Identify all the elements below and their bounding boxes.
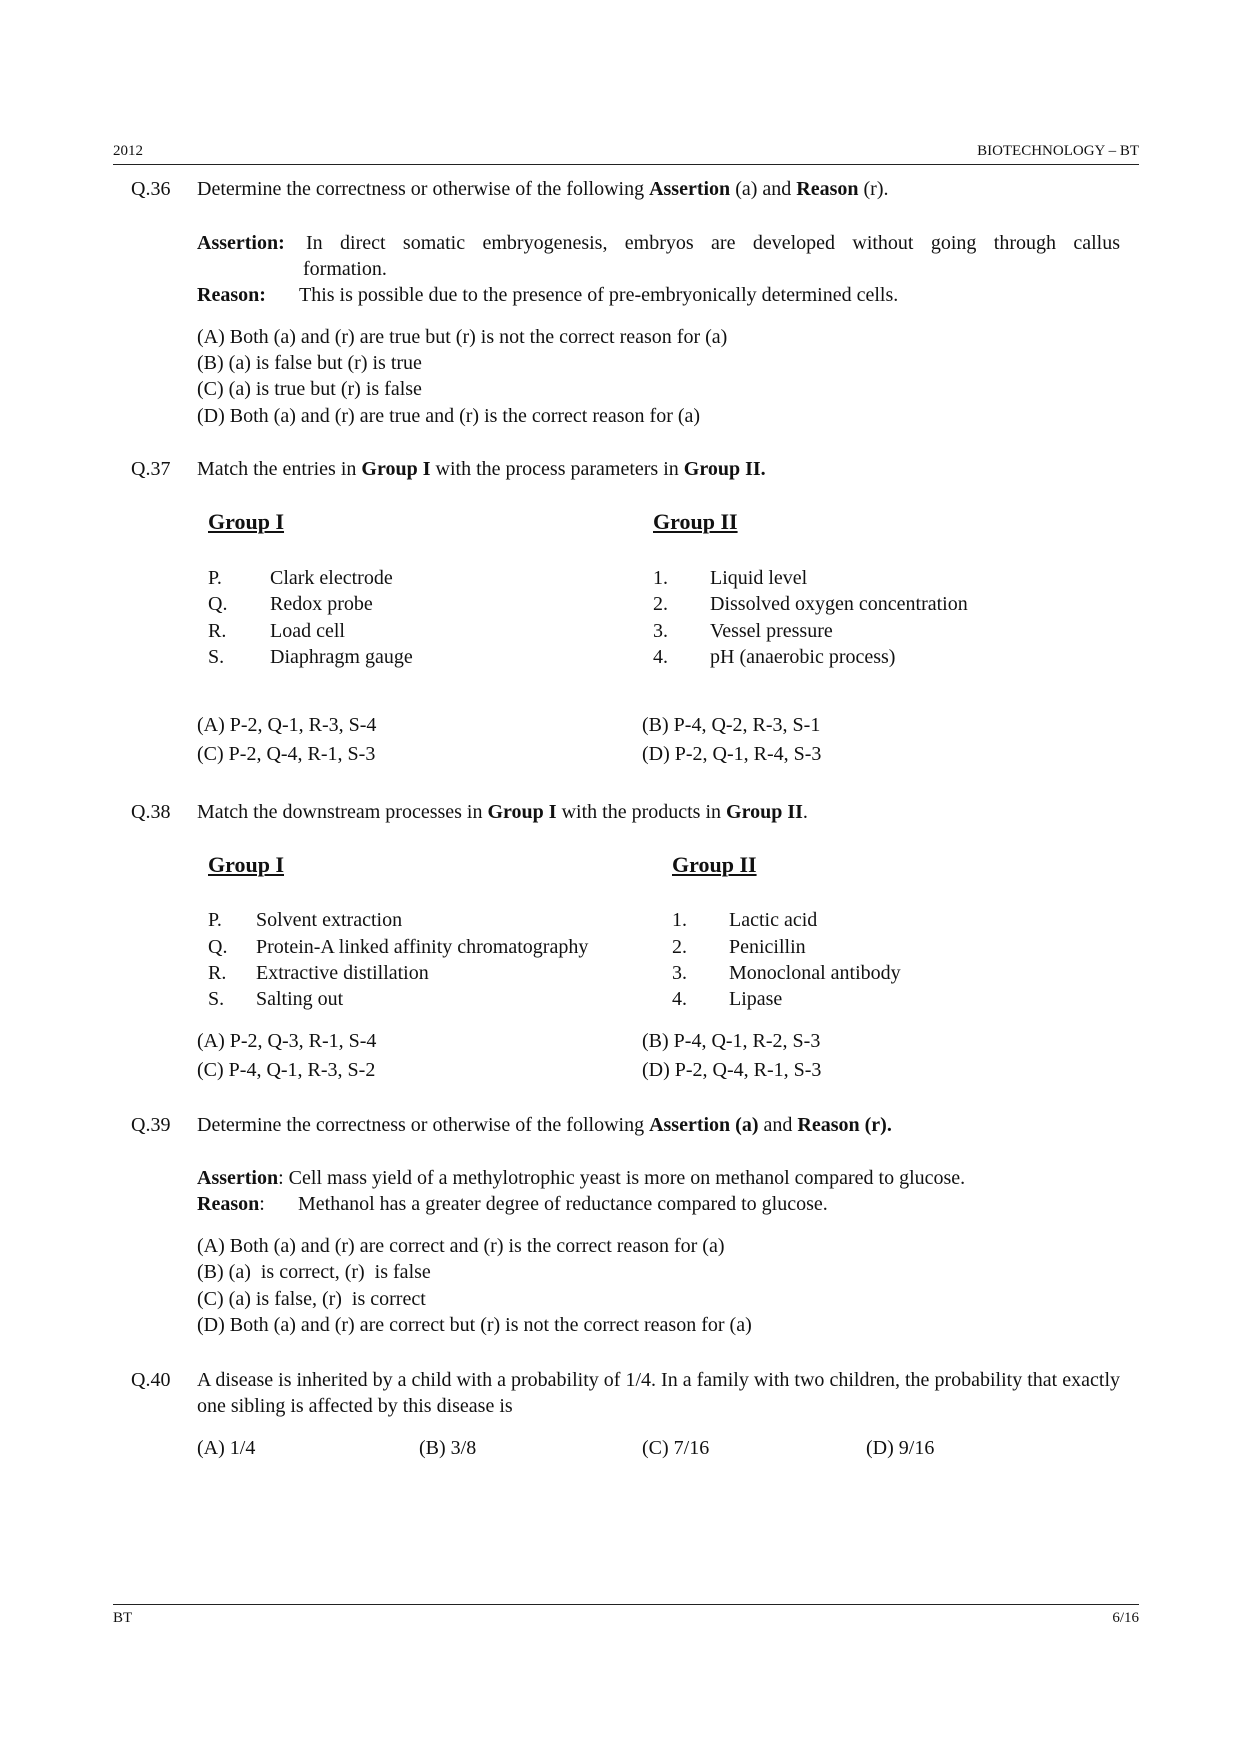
q38-g2-key-3: 3. — [672, 962, 687, 984]
q38-option-a: (A) P-2, Q-3, R-1, S-4 — [197, 1030, 377, 1052]
q37-g2-key-1: 1. — [653, 567, 668, 589]
q37-g2-text-1: Liquid level — [710, 567, 808, 589]
q38-g2-text-2: Penicillin — [729, 936, 806, 958]
q38-option-d: (D) P-2, Q-4, R-1, S-3 — [642, 1059, 822, 1081]
q37-option-b: (B) P-4, Q-2, R-3, S-1 — [642, 714, 821, 736]
q38-g1-text-p: Solvent extraction — [256, 909, 403, 931]
q38-g2-key-4: 4. — [672, 988, 687, 1010]
q38-g1-text-q: Protein-A linked affinity chromatography — [256, 936, 589, 958]
q40-option-a: (A) 1/4 — [197, 1437, 256, 1459]
q37-group2-title: Group II — [653, 509, 738, 534]
q38-group2-title: Group II — [672, 852, 757, 877]
q38-option-b: (B) P-4, Q-1, R-2, S-3 — [642, 1030, 821, 1052]
q40-number: Q.40 — [131, 1369, 171, 1391]
q37-g2-text-3: Vessel pressure — [710, 620, 833, 642]
q37-option-a: (A) P-2, Q-1, R-3, S-4 — [197, 714, 377, 736]
q37-g2-text-4: pH (anaerobic process) — [710, 646, 896, 668]
q37-g1-key-s: S. — [208, 646, 225, 668]
q39-option-b: (B) (a) is correct, (r) is false — [197, 1261, 431, 1283]
q38-g2-text-1: Lactic acid — [729, 909, 818, 931]
q37-g2-key-4: 4. — [653, 646, 668, 668]
q37-option-c: (C) P-2, Q-4, R-1, S-3 — [197, 743, 376, 765]
q38-g2-key-2: 2. — [672, 936, 687, 958]
q36-option-a: (A) Both (a) and (r) are true but (r) is not the correct reason for (a) — [197, 326, 728, 348]
q38-number: Q.38 — [131, 801, 171, 823]
q36-reason-text: This is possible due to the presence of pre-embryonically determined cells. — [299, 284, 899, 306]
q40-stem: A disease is inherited by a child with a probability of 1/4. In a family with two children, the probability that exactly one sibling is affected by this disease is — [197, 1369, 1120, 1417]
q37-group1-title: Group I — [208, 509, 285, 534]
q38-option-c: (C) P-4, Q-1, R-3, S-2 — [197, 1059, 376, 1081]
q37-option-d: (D) P-2, Q-1, R-4, S-3 — [642, 743, 822, 765]
q37-g1-text-s: Diaphragm gauge — [270, 646, 413, 668]
q36-option-d: (D) Both (a) and (r) are true and (r) is the correct reason for (a) — [197, 405, 701, 427]
q37-g2-key-3: 3. — [653, 620, 668, 642]
q36-assertion-label: Assertion: — [197, 232, 285, 254]
q36-assertion-text: In direct somatic embryogenesis, embryos are developed without going through callus — [306, 232, 1120, 254]
q38-g2-text-3: Monoclonal antibody — [729, 962, 901, 984]
header-rule — [113, 164, 1139, 165]
q39-option-a: (A) Both (a) and (r) are correct and (r) is the correct reason for (a) — [197, 1235, 725, 1257]
q36-assertion-text-cont: formation. — [303, 258, 387, 280]
q38-g1-text-r: Extractive distillation — [256, 962, 429, 984]
q37-g1-key-q: Q. — [208, 593, 228, 615]
q38-group1-title: Group I — [208, 852, 285, 877]
q38-g1-key-q: Q. — [208, 936, 228, 958]
q38-g1-key-r: R. — [208, 962, 227, 984]
q37-g2-key-2: 2. — [653, 593, 668, 615]
q39-reason-text: Methanol has a greater degree of reductance compared to glucose. — [298, 1193, 828, 1215]
q37-number: Q.37 — [131, 458, 171, 480]
q39-option-d: (D) Both (a) and (r) are correct but (r) is not the correct reason for (a) — [197, 1314, 752, 1336]
q37-g1-key-p: P. — [208, 567, 222, 589]
page-number: 6/16 — [1112, 1610, 1139, 1626]
q38-stem: Match the downstream processes in Group I with the products in Group II. — [197, 801, 808, 823]
q37-g1-text-q: Redox probe — [270, 593, 373, 615]
q39-number: Q.39 — [131, 1114, 171, 1136]
q37-g1-text-p: Clark electrode — [270, 567, 393, 589]
q36-number: Q.36 — [131, 178, 171, 200]
q38-g1-text-s: Salting out — [256, 988, 344, 1010]
q37-g1-key-r: R. — [208, 620, 227, 642]
q37-g2-text-2: Dissolved oxygen concentration — [710, 593, 968, 615]
q37-g1-text-r: Load cell — [270, 620, 345, 642]
q38-g1-key-s: S. — [208, 988, 225, 1010]
q38-g2-text-4: Lipase — [729, 988, 783, 1010]
q39-assertion: Assertion: Cell mass yield of a methylotrophic yeast is more on methanol compared to glucose. — [197, 1167, 966, 1189]
header-year: 2012 — [113, 143, 143, 159]
q36-option-b: (B) (a) is false but (r) is true — [197, 352, 422, 374]
q40-option-b: (B) 3/8 — [419, 1437, 477, 1459]
header-subject: BIOTECHNOLOGY – BT — [977, 143, 1139, 159]
q39-option-c: (C) (a) is false, (r) is correct — [197, 1288, 426, 1310]
q38-g2-key-1: 1. — [672, 909, 687, 931]
footer-code: BT — [113, 1610, 133, 1626]
q39-reason-label: Reason: — [197, 1193, 265, 1215]
q38-g1-key-p: P. — [208, 909, 222, 931]
q40-option-d: (D) 9/16 — [866, 1437, 935, 1459]
q36-stem: Determine the correctness or otherwise of the following Assertion (a) and Reason (r). — [197, 178, 889, 200]
q39-stem: Determine the correctness or otherwise of the following Assertion (a) and Reason (r). — [197, 1114, 892, 1136]
footer-rule — [113, 1604, 1139, 1605]
q40-option-c: (C) 7/16 — [642, 1437, 710, 1459]
q36-reason-label: Reason: — [197, 284, 266, 306]
q36-option-c: (C) (a) is true but (r) is false — [197, 378, 422, 400]
q37-stem: Match the entries in Group I with the process parameters in Group II. — [197, 458, 766, 480]
